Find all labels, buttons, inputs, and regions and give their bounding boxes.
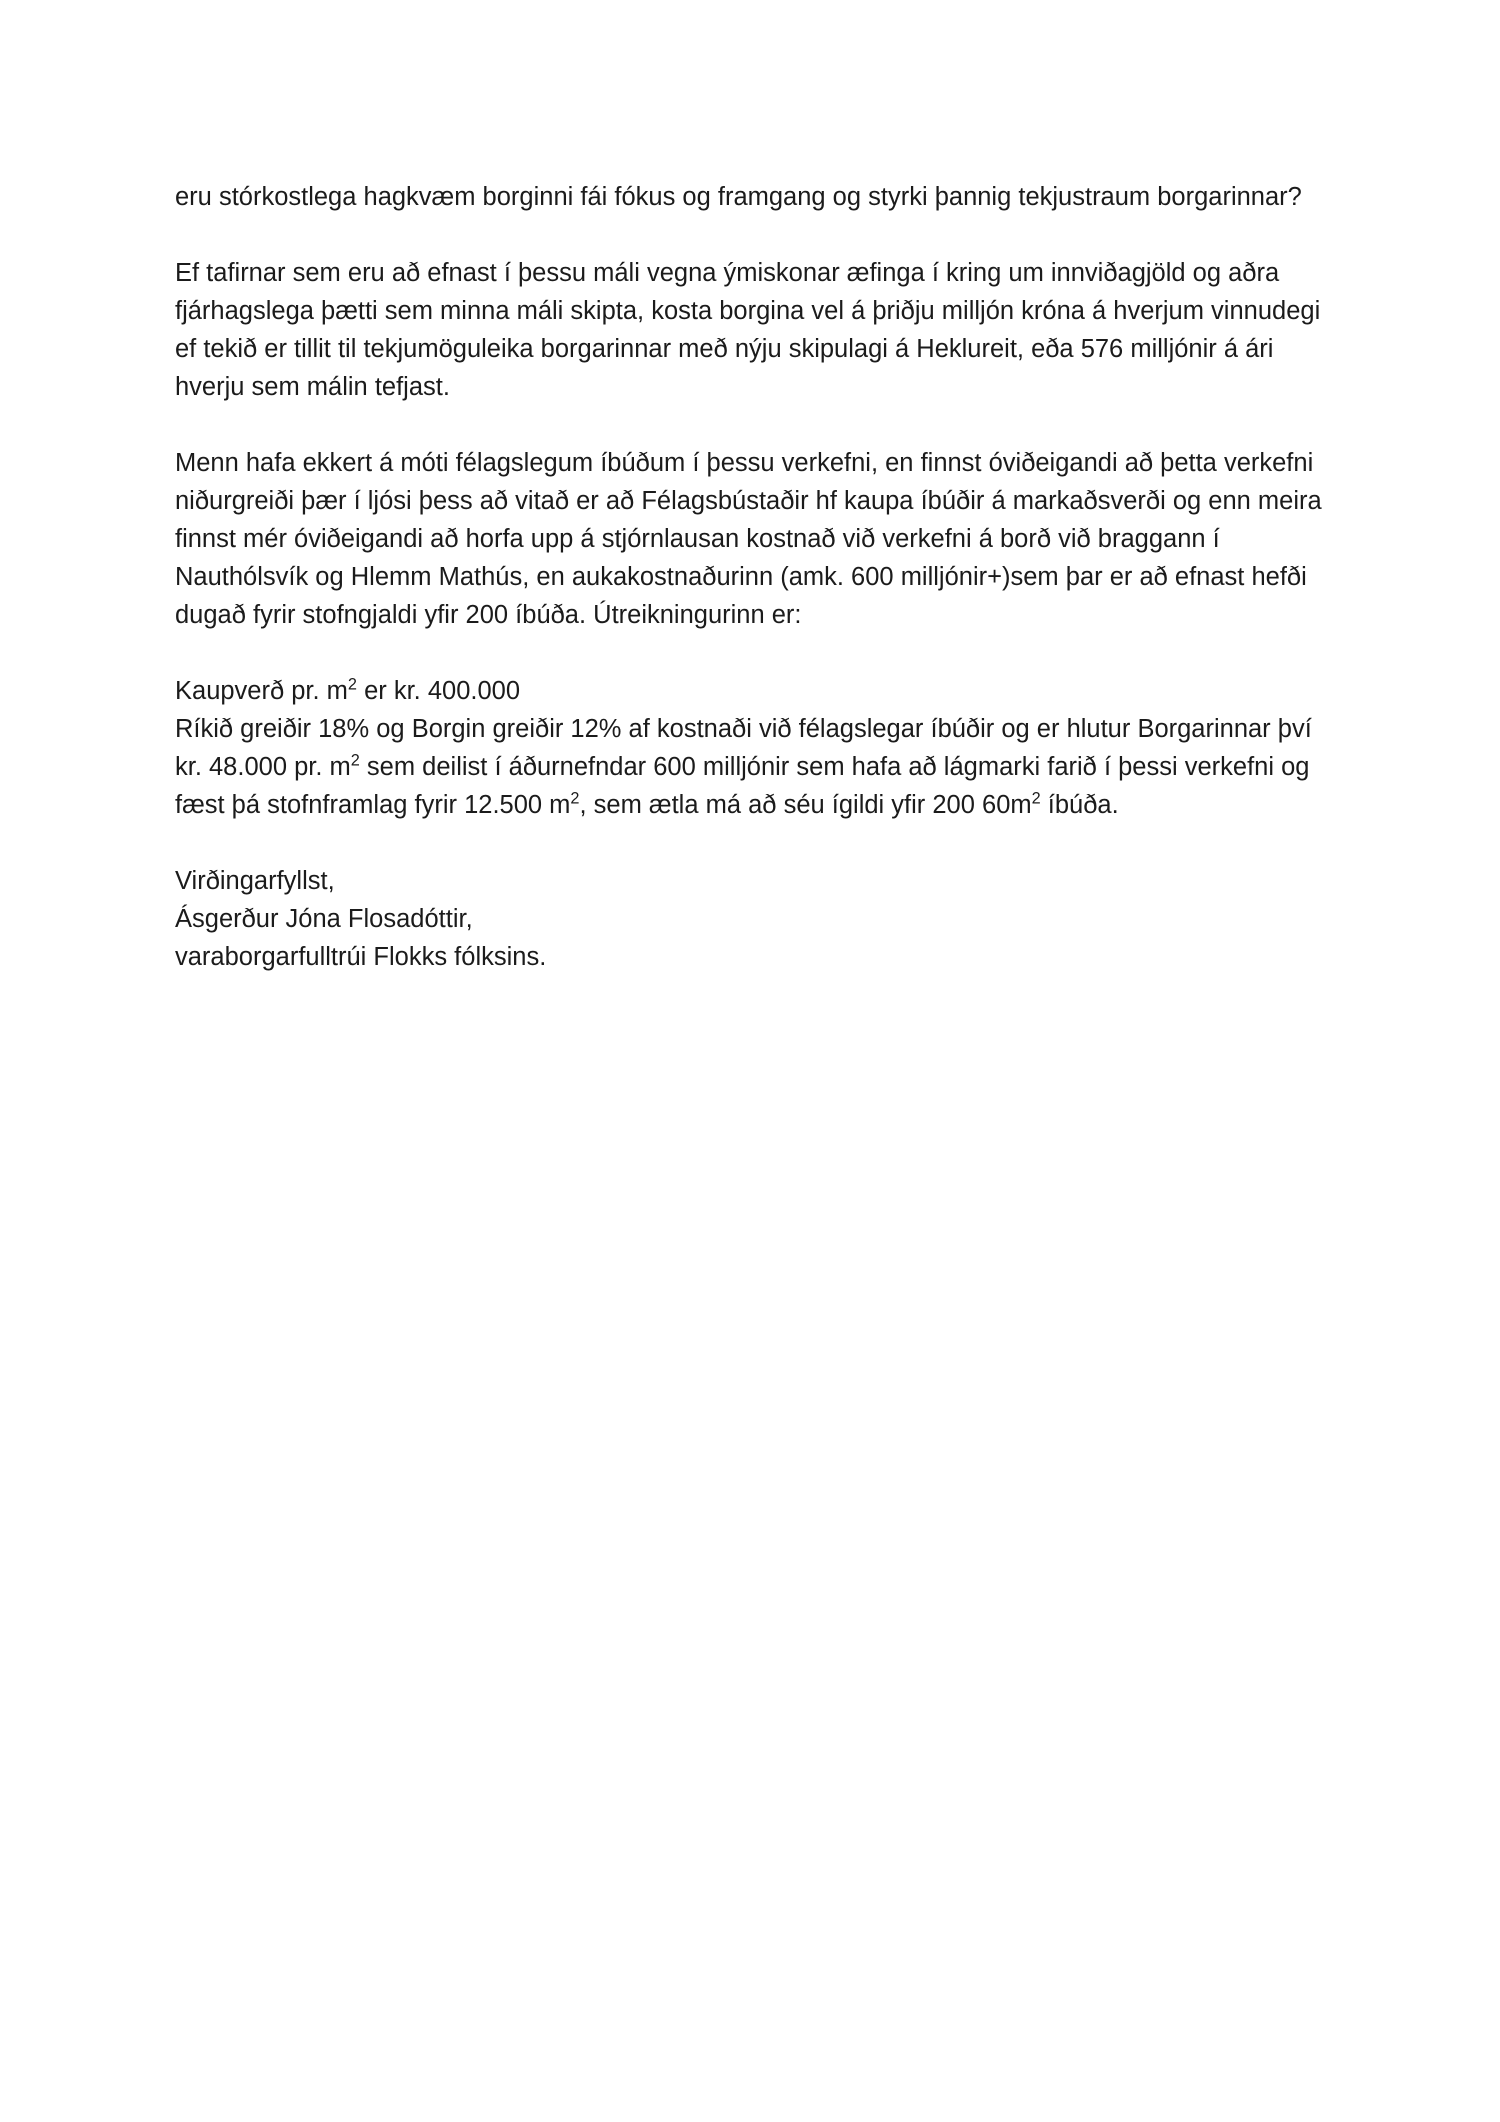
signature-block [175,862,1325,976]
calculation-line-2-exponent-1: 2 [350,751,360,770]
calculation-line-2-a: Ríkið greiðir 18% og Borgin greiðir 12% af kostnaði við félagslegar íbúðir og er hlutur Borgarinnar því kr. 48.000 pr. m [175,715,1312,781]
paragraph-1: eru stórkostlega hagkvæm borginni fái fókus og framgang og styrki þannig tekjustraum borgarinnar? [175,183,1302,211]
calculation-line-1-post: er kr. 400.000 [357,677,521,705]
paragraph-2: Ef tafirnar sem eru að efnast í þessu máli vegna ýmiskonar æfinga í kring um innviðagjöld og aðra fjárhagslega þætti sem minna máli skipta, kosta borgina vel á þriðju milljón króna á hverjum vinnudegi ef tekið er tillit til tekjumöguleika borgarinnar með nýju skipulagi á Heklureit, eða 576 milljónir á ári hverju sem málin tefjast. [175,259,1321,401]
calculation-line-2-exponent-3: 2 [1031,789,1041,808]
calculation-line-2-c: , sem ætla má að séu ígildi yfir 200 60m [579,791,1032,819]
signature-closing: Virðingarfyllst, [175,867,335,895]
calculation-line-1 [175,672,1325,710]
calculation-line-2-d: íbúða. [1040,791,1119,819]
calculation-line-1-pre: Kaupverð pr. m [175,677,348,705]
signature-title: varaborgarfulltrúi Flokks fólksins. [175,943,547,971]
paragraph-3: Menn hafa ekkert á móti félagslegum íbúðum í þessu verkefni, en finnst óviðeigandi að þetta verkefni niðurgreiði þær í ljósi þess að vitað er að Félagsbústaðir hf kaupa íbúðir á markaðsverði og enn meira finnst mér óviðeigandi að horfa upp á stjórnlausan kostnað við verkefni á borð við braggann í Nauthólsvík og Hlemm Mathús, en aukakostnaðurinn (amk. 600 milljónir+)sem þar er að efnast hefði dugað fyrir stofngjaldi yfir 200 íbúða. Útreikningurinn er: [175,449,1322,629]
calculation-block [175,672,1325,824]
calculation-line-1-exponent: 2 [347,675,357,694]
document-body [175,178,1325,976]
calculation-line-2 [175,710,1325,824]
signature-name: Ásgerður Jóna Flosadóttir, [175,905,473,933]
spacer [175,824,1325,862]
calculation-line-2-exponent-2: 2 [570,789,580,808]
calculation-line-2-b: sem deilist í áðurnefndar 600 milljónir sem hafa að lágmarki farið í þessi verkefni og fæst þá stofnframlag fyrir 12.500 m [175,753,1310,819]
